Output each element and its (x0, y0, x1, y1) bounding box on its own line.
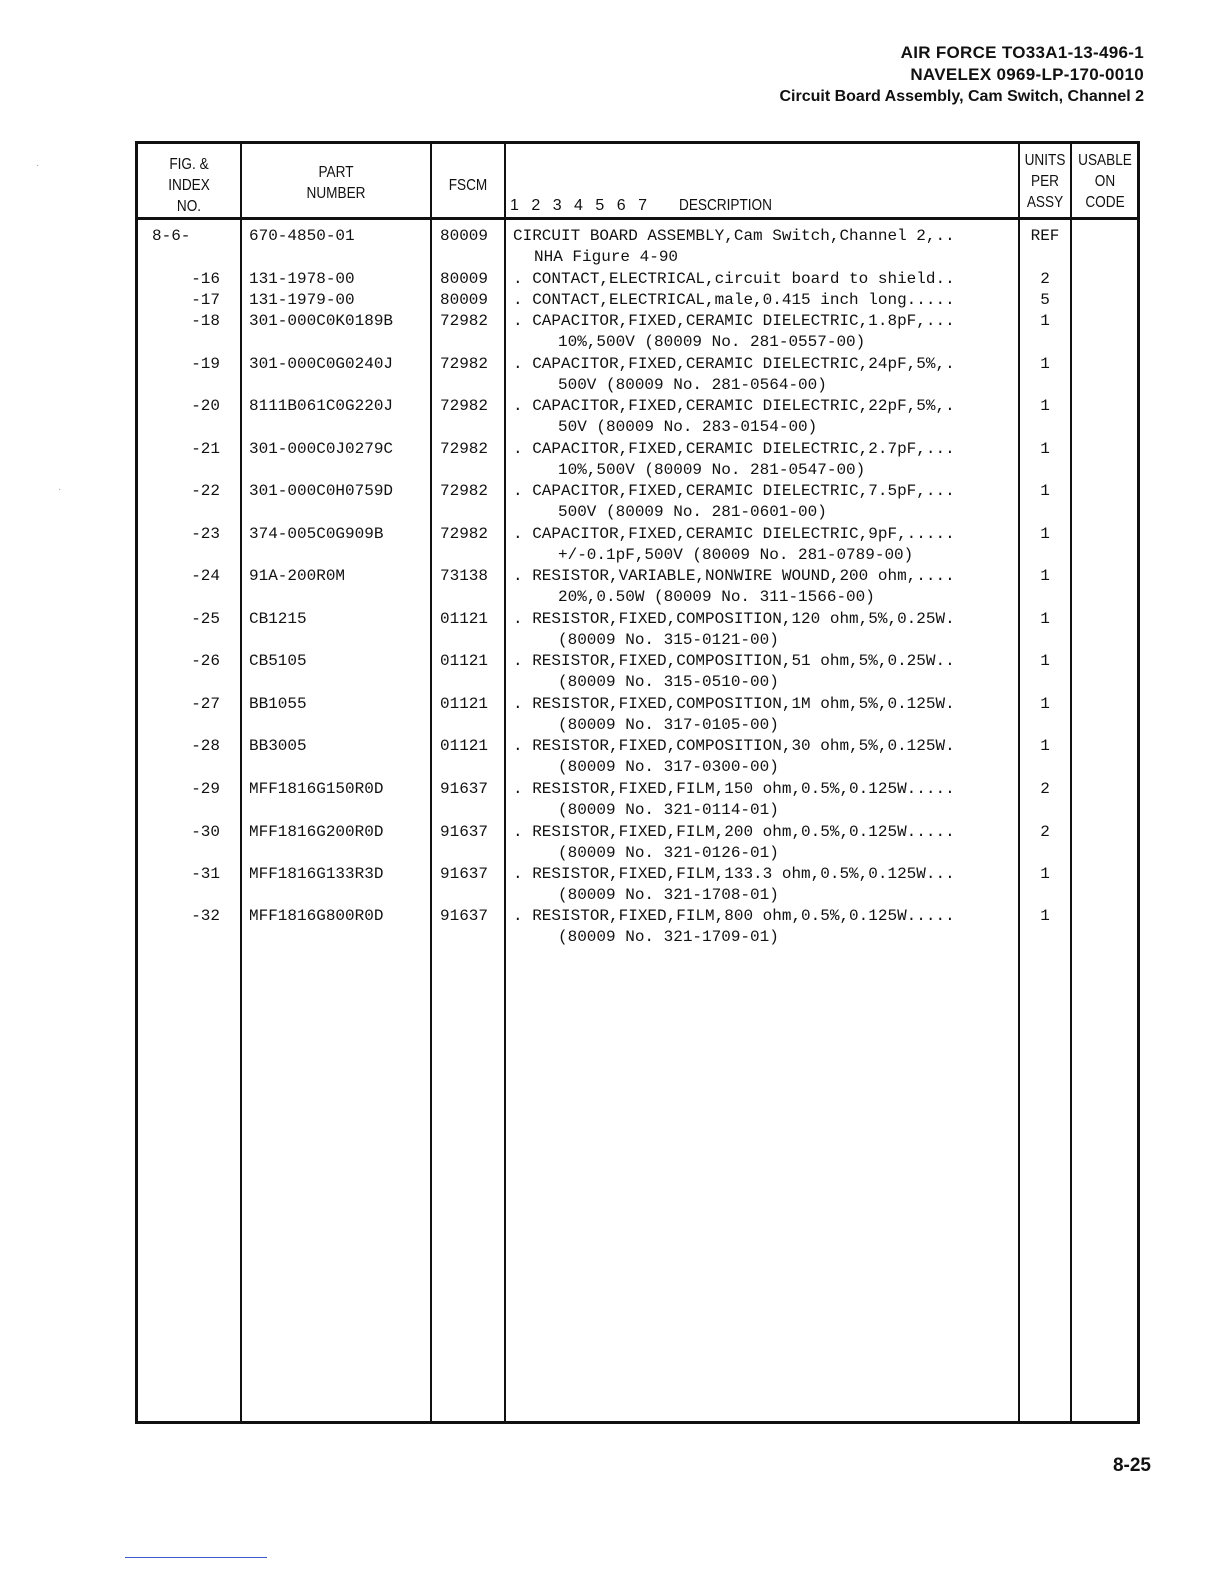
cell-units: 1 (1040, 397, 1050, 415)
column-rule (240, 144, 242, 1421)
cell-fscm: 80009 (440, 291, 489, 309)
cell-units: 1 (1040, 312, 1050, 330)
cell-part: CB1215 (249, 610, 307, 628)
page-number: 8-25 (1112, 1455, 1151, 1476)
cell-part: 131-1979-00 (249, 291, 355, 309)
column-rule (504, 144, 506, 1421)
cell-part: MFF1816G200R0D (249, 823, 384, 841)
cell-units: 1 (1040, 355, 1050, 373)
cell-part: 8111B061C0G220J (249, 397, 394, 415)
col-header-index-line: INDEX (168, 177, 210, 194)
cell-desc2: (80009 No. 315-0510-00) (558, 673, 779, 691)
indent-levels: 1 2 3 4 5 6 7 (510, 197, 651, 214)
cell-part: BB3005 (249, 737, 307, 755)
cell-desc1: . CAPACITOR,FIXED,CERAMIC DIELECTRIC,2.7pF,... (513, 440, 955, 458)
cell-fscm: 72982 (440, 440, 489, 458)
cell-index: -24 (191, 567, 220, 585)
cell-desc2: (80009 No. 315-0121-00) (558, 631, 779, 649)
cell-part: BB1055 (249, 695, 307, 713)
col-header-fscm: FSCM (448, 177, 488, 194)
scan-speck: · (58, 484, 62, 495)
col-header-units-line: UNITS (1024, 152, 1066, 169)
cell-fscm: 72982 (440, 397, 489, 415)
cell-units: 2 (1040, 823, 1050, 841)
cell-desc1: . CONTACT,ELECTRICAL,male,0.415 inch long..... (513, 291, 955, 309)
cell-desc1: . RESISTOR,FIXED,COMPOSITION,120 ohm,5%,0.25W. (513, 610, 955, 628)
cell-fscm: 01121 (440, 652, 489, 670)
cell-part: 301-000C0K0189B (249, 312, 394, 330)
cell-index: 8-6- (152, 227, 191, 245)
cell-desc1: . CONTACT,ELECTRICAL,circuit board to shield.. (513, 270, 955, 288)
cell-index: -16 (191, 270, 220, 288)
col-header-units (1024, 150, 1067, 213)
col-header-units-line: ASSY (1026, 194, 1064, 211)
cell-fscm: 80009 (440, 227, 489, 245)
cell-desc2: (80009 No. 321-0114-01) (558, 801, 779, 819)
cell-index: -26 (191, 652, 220, 670)
col-header-index (146, 154, 233, 217)
cell-fscm: 72982 (440, 525, 489, 543)
cell-desc1: . RESISTOR,VARIABLE,NONWIRE WOUND,200 ohm,.... (513, 567, 955, 585)
col-header-index-line: NO. (176, 198, 202, 215)
cell-fscm: 01121 (440, 610, 489, 628)
cell-fscm: 72982 (440, 482, 489, 500)
cell-fscm: 01121 (440, 695, 489, 713)
cell-desc2: 10%,500V (80009 No. 281-0547-00) (558, 461, 866, 479)
cell-fscm: 91637 (440, 865, 489, 883)
cell-units: 1 (1040, 907, 1050, 925)
cell-fscm: 91637 (440, 780, 489, 798)
cell-part: 91A-200R0M (249, 567, 346, 585)
cell-index: -29 (191, 780, 220, 798)
col-header-part-line: NUMBER (306, 185, 366, 202)
cell-fscm: 91637 (440, 823, 489, 841)
cell-index: -28 (191, 737, 220, 755)
cell-desc2: 20%,0.50W (80009 No. 311-1566-00) (558, 588, 875, 606)
cell-units: 1 (1040, 525, 1050, 543)
parts-list-table (135, 141, 1140, 1424)
cell-desc2: 10%,500V (80009 No. 281-0557-00) (558, 333, 866, 351)
cell-desc1: . RESISTOR,FIXED,FILM,150 ohm,0.5%,0.125W..... (513, 780, 955, 798)
cell-index: -19 (191, 355, 220, 373)
cell-part: 301-000C0H0759D (249, 482, 394, 500)
description-label: DESCRIPTION (679, 197, 773, 214)
col-header-part-line: PART (318, 164, 354, 181)
cell-desc2: 500V (80009 No. 281-0601-00) (558, 503, 827, 521)
cell-desc1: . RESISTOR,FIXED,COMPOSITION,51 ohm,5%,0.25W.. (513, 652, 955, 670)
scan-speck: · (36, 160, 40, 171)
cell-desc1: . RESISTOR,FIXED,FILM,800 ohm,0.5%,0.125W..... (513, 907, 955, 925)
cell-desc1: . RESISTOR,FIXED,COMPOSITION,30 ohm,5%,0.125W. (513, 737, 955, 755)
cell-index: -18 (191, 312, 220, 330)
cell-units: 2 (1040, 780, 1050, 798)
cell-index: -23 (191, 525, 220, 543)
cell-desc2: 500V (80009 No. 281-0564-00) (558, 376, 827, 394)
cell-units: 1 (1040, 567, 1050, 585)
cell-index: -30 (191, 823, 220, 841)
cell-desc1: CIRCUIT BOARD ASSEMBLY,Cam Switch,Channel 2,.. (513, 227, 955, 245)
col-header-part (256, 162, 416, 204)
cell-units: 1 (1040, 695, 1050, 713)
cell-desc2: (80009 No. 321-1709-01) (558, 928, 779, 946)
cell-index: -22 (191, 482, 220, 500)
header-rule (138, 217, 1137, 220)
cell-index: -27 (191, 695, 220, 713)
col-header-units-line: PER (1031, 173, 1059, 190)
col-header-description (510, 195, 800, 216)
cell-index: -20 (191, 397, 220, 415)
cell-fscm: 72982 (440, 312, 489, 330)
doc-id-air-force: AIR FORCE TO33A1-13-496-1 (900, 43, 1144, 62)
col-header-usable-line: ON (1094, 173, 1116, 190)
cell-desc2: (80009 No. 317-0300-00) (558, 758, 779, 776)
cell-index: -31 (191, 865, 220, 883)
cell-desc2: (80009 No. 317-0105-00) (558, 716, 779, 734)
cell-desc1: . RESISTOR,FIXED,COMPOSITION,1M ohm,5%,0.125W. (513, 695, 955, 713)
cell-desc1: . RESISTOR,FIXED,FILM,200 ohm,0.5%,0.125W..... (513, 823, 955, 841)
cell-part: 670-4850-01 (249, 227, 355, 245)
cell-index: -17 (191, 291, 220, 309)
cell-part: MFF1816G133R3D (249, 865, 384, 883)
cell-part: 301-000C0J0279C (249, 440, 394, 458)
cell-desc1: . CAPACITOR,FIXED,CERAMIC DIELECTRIC,9pF,..... (513, 525, 955, 543)
cell-desc2: (80009 No. 321-1708-01) (558, 886, 779, 904)
footer-rule (125, 1557, 267, 1558)
cell-part: MFF1816G800R0D (249, 907, 384, 925)
cell-desc1: . CAPACITOR,FIXED,CERAMIC DIELECTRIC,7.5pF,... (513, 482, 955, 500)
cell-desc1: . CAPACITOR,FIXED,CERAMIC DIELECTRIC,1.8pF,... (513, 312, 955, 330)
cell-units: REF (1030, 227, 1060, 245)
cell-fscm: 80009 (440, 270, 489, 288)
col-header-usable-line: USABLE (1078, 152, 1132, 169)
doc-id-navelex: NAVELEX 0969-LP-170-0010 (910, 65, 1144, 84)
cell-fscm: 73138 (440, 567, 489, 585)
cell-fscm: 91637 (440, 907, 489, 925)
cell-index: -21 (191, 440, 220, 458)
cell-desc1: . RESISTOR,FIXED,FILM,133.3 ohm,0.5%,0.125W... (513, 865, 955, 883)
cell-part: 374-005C0G909B (249, 525, 384, 543)
column-rule (1070, 144, 1072, 1421)
cell-fscm: 72982 (440, 355, 489, 373)
cell-units: 1 (1040, 482, 1050, 500)
cell-part: CB5105 (249, 652, 307, 670)
cell-part: 131-1978-00 (249, 270, 355, 288)
cell-units: 2 (1040, 270, 1050, 288)
col-header-index-line: FIG. & (169, 156, 209, 173)
cell-part: 301-000C0G0240J (249, 355, 394, 373)
cell-units: 1 (1040, 737, 1050, 755)
cell-desc1: . CAPACITOR,FIXED,CERAMIC DIELECTRIC,22pF,5%,. (513, 397, 955, 415)
col-header-usable-line: CODE (1085, 194, 1125, 211)
column-rule (430, 144, 432, 1421)
cell-units: 1 (1040, 440, 1050, 458)
cell-units: 5 (1040, 291, 1050, 309)
cell-desc2: NHA Figure 4-90 (534, 248, 679, 266)
doc-subject: Circuit Board Assembly, Cam Switch, Channel 2 (779, 88, 1144, 105)
cell-fscm: 01121 (440, 737, 489, 755)
cell-units: 1 (1040, 652, 1050, 670)
cell-units: 1 (1040, 865, 1050, 883)
cell-desc2: +/-0.1pF,500V (80009 No. 281-0789-00) (558, 546, 914, 564)
cell-index: -25 (191, 610, 220, 628)
cell-desc2: (80009 No. 321-0126-01) (558, 844, 779, 862)
col-header-usable (1077, 150, 1133, 213)
cell-index: -32 (191, 907, 220, 925)
cell-part: MFF1816G150R0D (249, 780, 384, 798)
cell-desc1: . CAPACITOR,FIXED,CERAMIC DIELECTRIC,24pF,5%,. (513, 355, 955, 373)
cell-desc2: 50V (80009 No. 283-0154-00) (558, 418, 818, 436)
cell-units: 1 (1040, 610, 1050, 628)
